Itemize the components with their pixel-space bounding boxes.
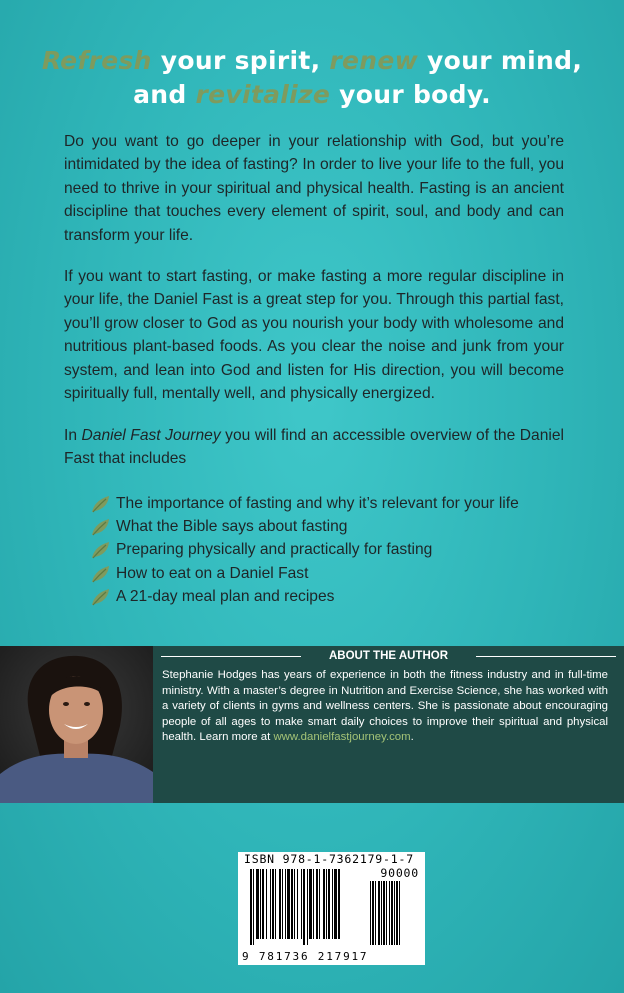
barcode-addon-bar	[389, 881, 390, 945]
overview-suffix: you will find an accessible overview of the Daniel Fast that includes	[64, 427, 564, 468]
author-website-link[interactable]: www.danielfastjourney.com	[273, 731, 411, 744]
barcode-addon-bar	[375, 881, 376, 945]
price-code: 90000	[380, 866, 419, 880]
barcode-bar	[326, 869, 327, 939]
list-item-text: The importance of fasting and why it’s relevant for your life	[116, 494, 519, 512]
barcode-addon-bar	[391, 881, 393, 945]
overview-paragraph	[64, 424, 564, 471]
headline	[0, 44, 624, 112]
list-item	[90, 492, 519, 515]
isbn-number: ISBN 978-1-7362179-1-7	[244, 852, 414, 866]
barcode-bar	[285, 869, 286, 939]
barcode-bar	[256, 869, 259, 939]
barcode-bar	[301, 869, 302, 939]
barcode-bar	[316, 869, 318, 939]
list-item	[90, 539, 519, 562]
leaf-icon	[90, 494, 112, 514]
barcode-addon-bar	[386, 881, 387, 945]
list-item	[90, 586, 519, 609]
headline-text-2: your mind,	[418, 46, 583, 75]
barcode-bar	[297, 869, 298, 939]
author-bio-text: Stephanie Hodges has years of experience in both the fitness industry and in full-time ministry. With a master’s degree in Nutrition and Exercise Science, she has worked with a variety of clients in gyms and wellness centers. She is passionate about encouraging people of all ages to make smart daily choices to improve their spiritual and physical health. Learn more at	[162, 669, 608, 744]
list-item	[90, 515, 519, 538]
barcode-addon-bar	[370, 881, 371, 945]
headline-text-4: your body.	[330, 80, 491, 109]
leaf-icon	[90, 517, 112, 537]
about-author-heading	[153, 649, 624, 663]
book-title: Daniel Fast Journey	[81, 427, 221, 444]
barcode-bars	[250, 869, 415, 949]
intro-paragraph: Do you want to go deeper in your relationship with God, but you’re intimidated by the idea of fasting? In order to live your life to the full, you need to thrive in your spiritual and physical health. Fasting is an ancient discipline that touches every element of spirit, soul, and body and can transform your life.	[64, 133, 564, 244]
barcode-bar	[291, 869, 293, 939]
author-photo	[0, 646, 153, 803]
leaf-icon	[90, 564, 112, 584]
barcode-bar	[334, 869, 337, 939]
headline-text-3: and	[133, 80, 196, 109]
leaf-icon	[90, 587, 112, 607]
barcode-bar	[272, 869, 274, 939]
barcode-addon-bar	[396, 881, 398, 945]
barcode-addon-bar	[394, 881, 395, 945]
barcode-bar	[250, 869, 252, 945]
barcode-bar	[270, 869, 271, 939]
isbn-barcode	[238, 852, 425, 965]
headline-word-revitalize: revitalize	[195, 80, 331, 109]
barcode-bar	[287, 869, 290, 939]
list-item-text: How to eat on a Daniel Fast	[116, 564, 309, 582]
barcode-digits: 9 781736 217917	[242, 950, 369, 963]
about-author-label: ABOUT THE AUTHOR	[324, 650, 453, 662]
barcode-bar	[338, 869, 340, 939]
barcode-bar	[303, 869, 305, 945]
barcode-bar	[279, 869, 281, 939]
list-item-text: What the Bible says about fasting	[116, 518, 348, 536]
author-bio	[162, 668, 608, 746]
list-item-text: A 21-day meal plan and recipes	[116, 588, 335, 606]
leaf-icon	[90, 540, 112, 560]
barcode-bar	[266, 869, 267, 939]
barcode-bar	[309, 869, 312, 939]
barcode-bar	[282, 869, 283, 939]
barcode-addon-bar	[381, 881, 382, 945]
barcode-bar	[294, 869, 295, 939]
list-item-text: Preparing physically and practically for fasting	[116, 541, 433, 559]
list-item	[90, 562, 519, 585]
barcode-addon-bar	[378, 881, 380, 945]
barcode-addon-bar	[372, 881, 374, 945]
barcode-bar	[328, 869, 330, 939]
about-author-section	[0, 646, 624, 803]
description-paragraph: If you want to start fasting, or make fasting a more regular discipline in your life, the Daniel Fast is a great step for you. Through this partial fast, you’ll grow closer to God as you nourish your body with wholesome and nutritious plant-based foods. As you clear the noise and junk from your system, and lean into God and listen for His direction, you will become spiritually full, mentally well, and physically energized.	[64, 268, 564, 403]
barcode-bar	[260, 869, 261, 939]
barcode-bar	[262, 869, 264, 939]
barcode-addon-bar	[399, 881, 400, 945]
barcode-bar	[275, 869, 276, 939]
author-bio-end: .	[410, 731, 414, 744]
barcode-bar	[332, 869, 333, 939]
overview-prefix: In	[64, 427, 82, 444]
headline-text-1: your spirit,	[151, 46, 330, 75]
barcode-bar	[313, 869, 314, 939]
headline-word-renew: renew	[329, 46, 419, 75]
barcode-bar	[307, 869, 308, 945]
barcode-bar	[323, 869, 325, 939]
barcode-addon-bar	[383, 881, 385, 945]
headline-word-refresh: Refresh	[41, 46, 152, 75]
barcode-bar	[253, 869, 254, 945]
barcode-bar	[319, 869, 320, 939]
feature-list	[90, 492, 519, 609]
